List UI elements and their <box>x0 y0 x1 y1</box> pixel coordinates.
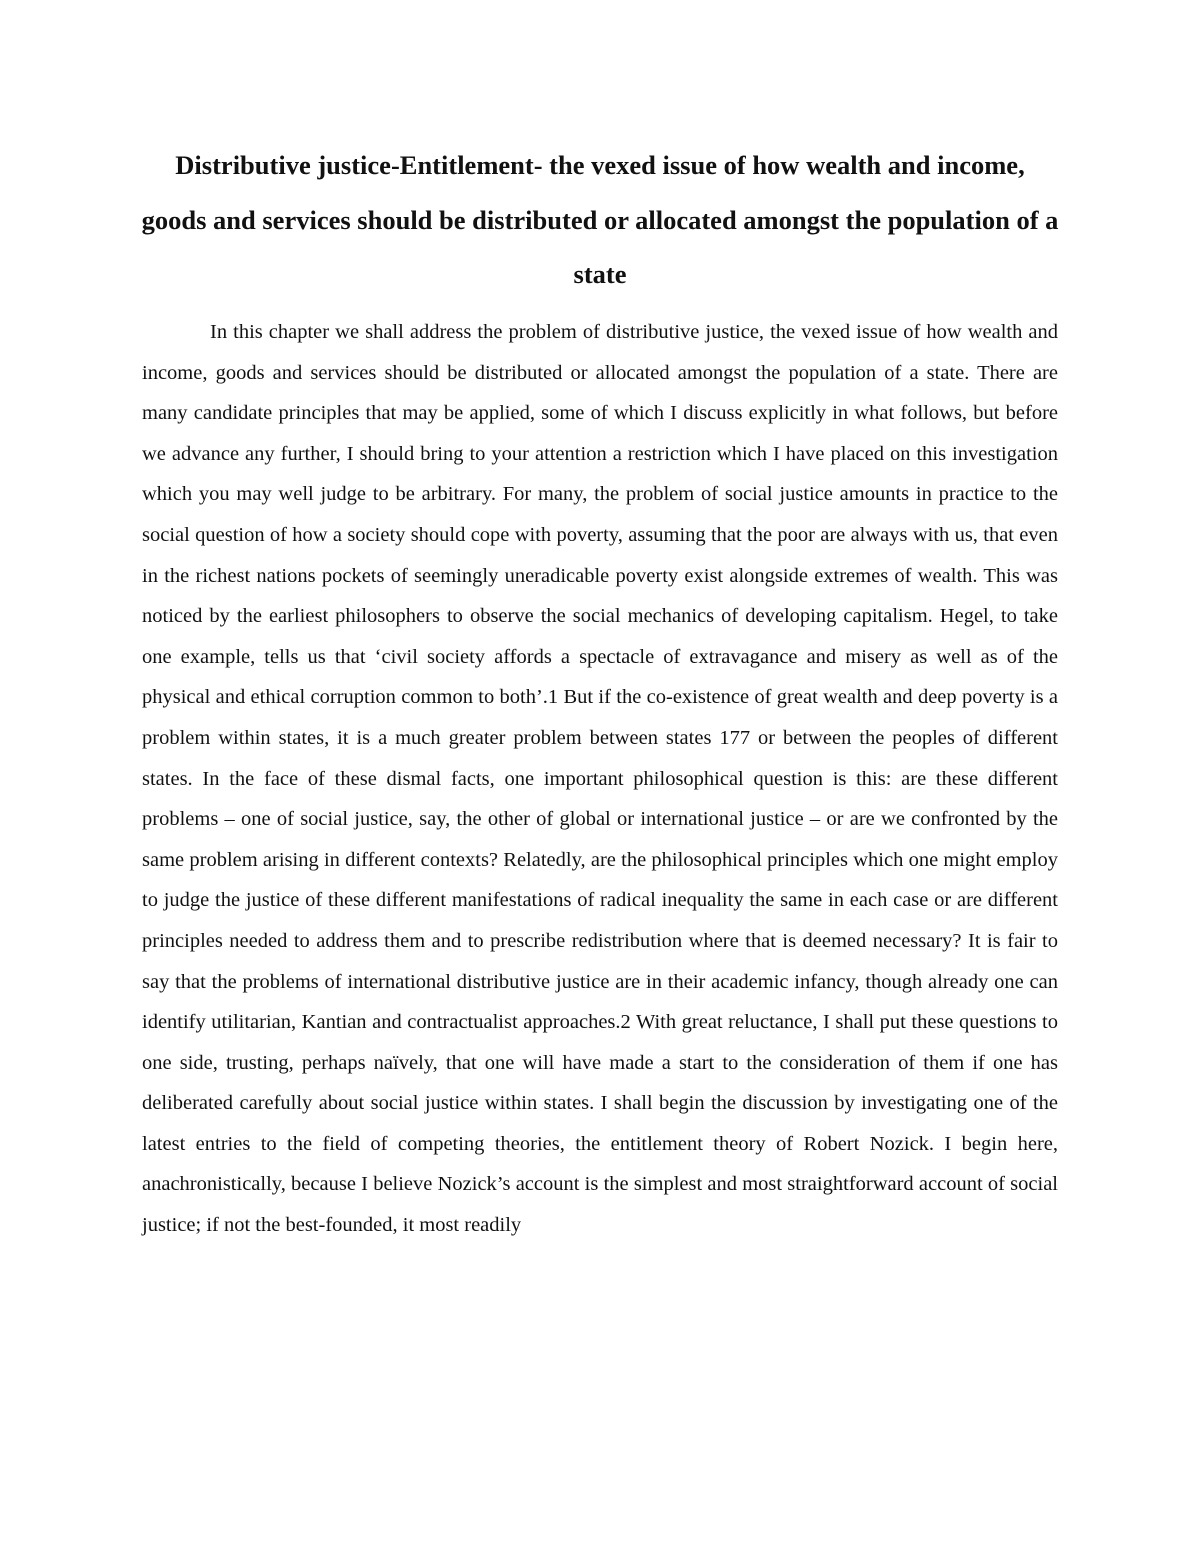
document-title: Distributive justice-Entitlement- the vexed issue of how wealth and income, goods and services should be distributed or allocated amongst the population of a state <box>141 150 1059 289</box>
body-paragraph: In this chapter we shall address the problem of distributive justice, the vexed issue of how wealth and income, goods and services should be distributed or allocated amongst the population of a state. There are many candidate principles that may be applied, some of which I discuss explicitly in what follows, but before we advance any further, I should bring to your attention a restriction which I have placed on this investigation which you may well judge to be arbitrary. For many, the problem of social justice amounts in practice to the social question of how a society should cope with poverty, assuming that the poor are always with us, that even in the richest nations pockets of seemingly uneradicable poverty exist alongside extremes of wealth. This was noticed by the earliest philosophers to observe the social mechanics of developing capitalism. Hegel, to take one example, tells us that ‘civil society affords a spectacle of extravagance and misery as well as of the physical and ethical corruption common to both’.1 But if the co-existence of great wealth and deep poverty is a problem within states, it is a much greater problem between states 177 or between the peoples of different states. In the face of these dismal facts, one important philosophical question is this: are these different problems – one of social justice, say, the other of global or international justice – or are we confronted by the same problem arising in different contexts? Relatedly, are the philosophical principles which one might employ to judge the justice of these different manifestations of radical inequality the same in each case or are different principles needed to address them and to prescribe redistribution where that is deemed necessary? It is fair to say that the problems of international distributive justice are in their academic infancy, though already one can identify utilitarian, Kantian and contractualist approaches.2 With great reluctance, I shall put these questions to one side, trusting, perhaps naïvely, that one will have made a start to the consideration of them if one has deliberated carefully about social justice within states. I shall begin the discussion by investigating one of the latest entries to the field of competing theories, the entitlement theory of Robert Nozick. I begin here, anachronistically, because I believe Nozick’s account is the simplest and most straightforward account of social justice; if not the best-founded, it most readily <box>142 321 1058 1237</box>
